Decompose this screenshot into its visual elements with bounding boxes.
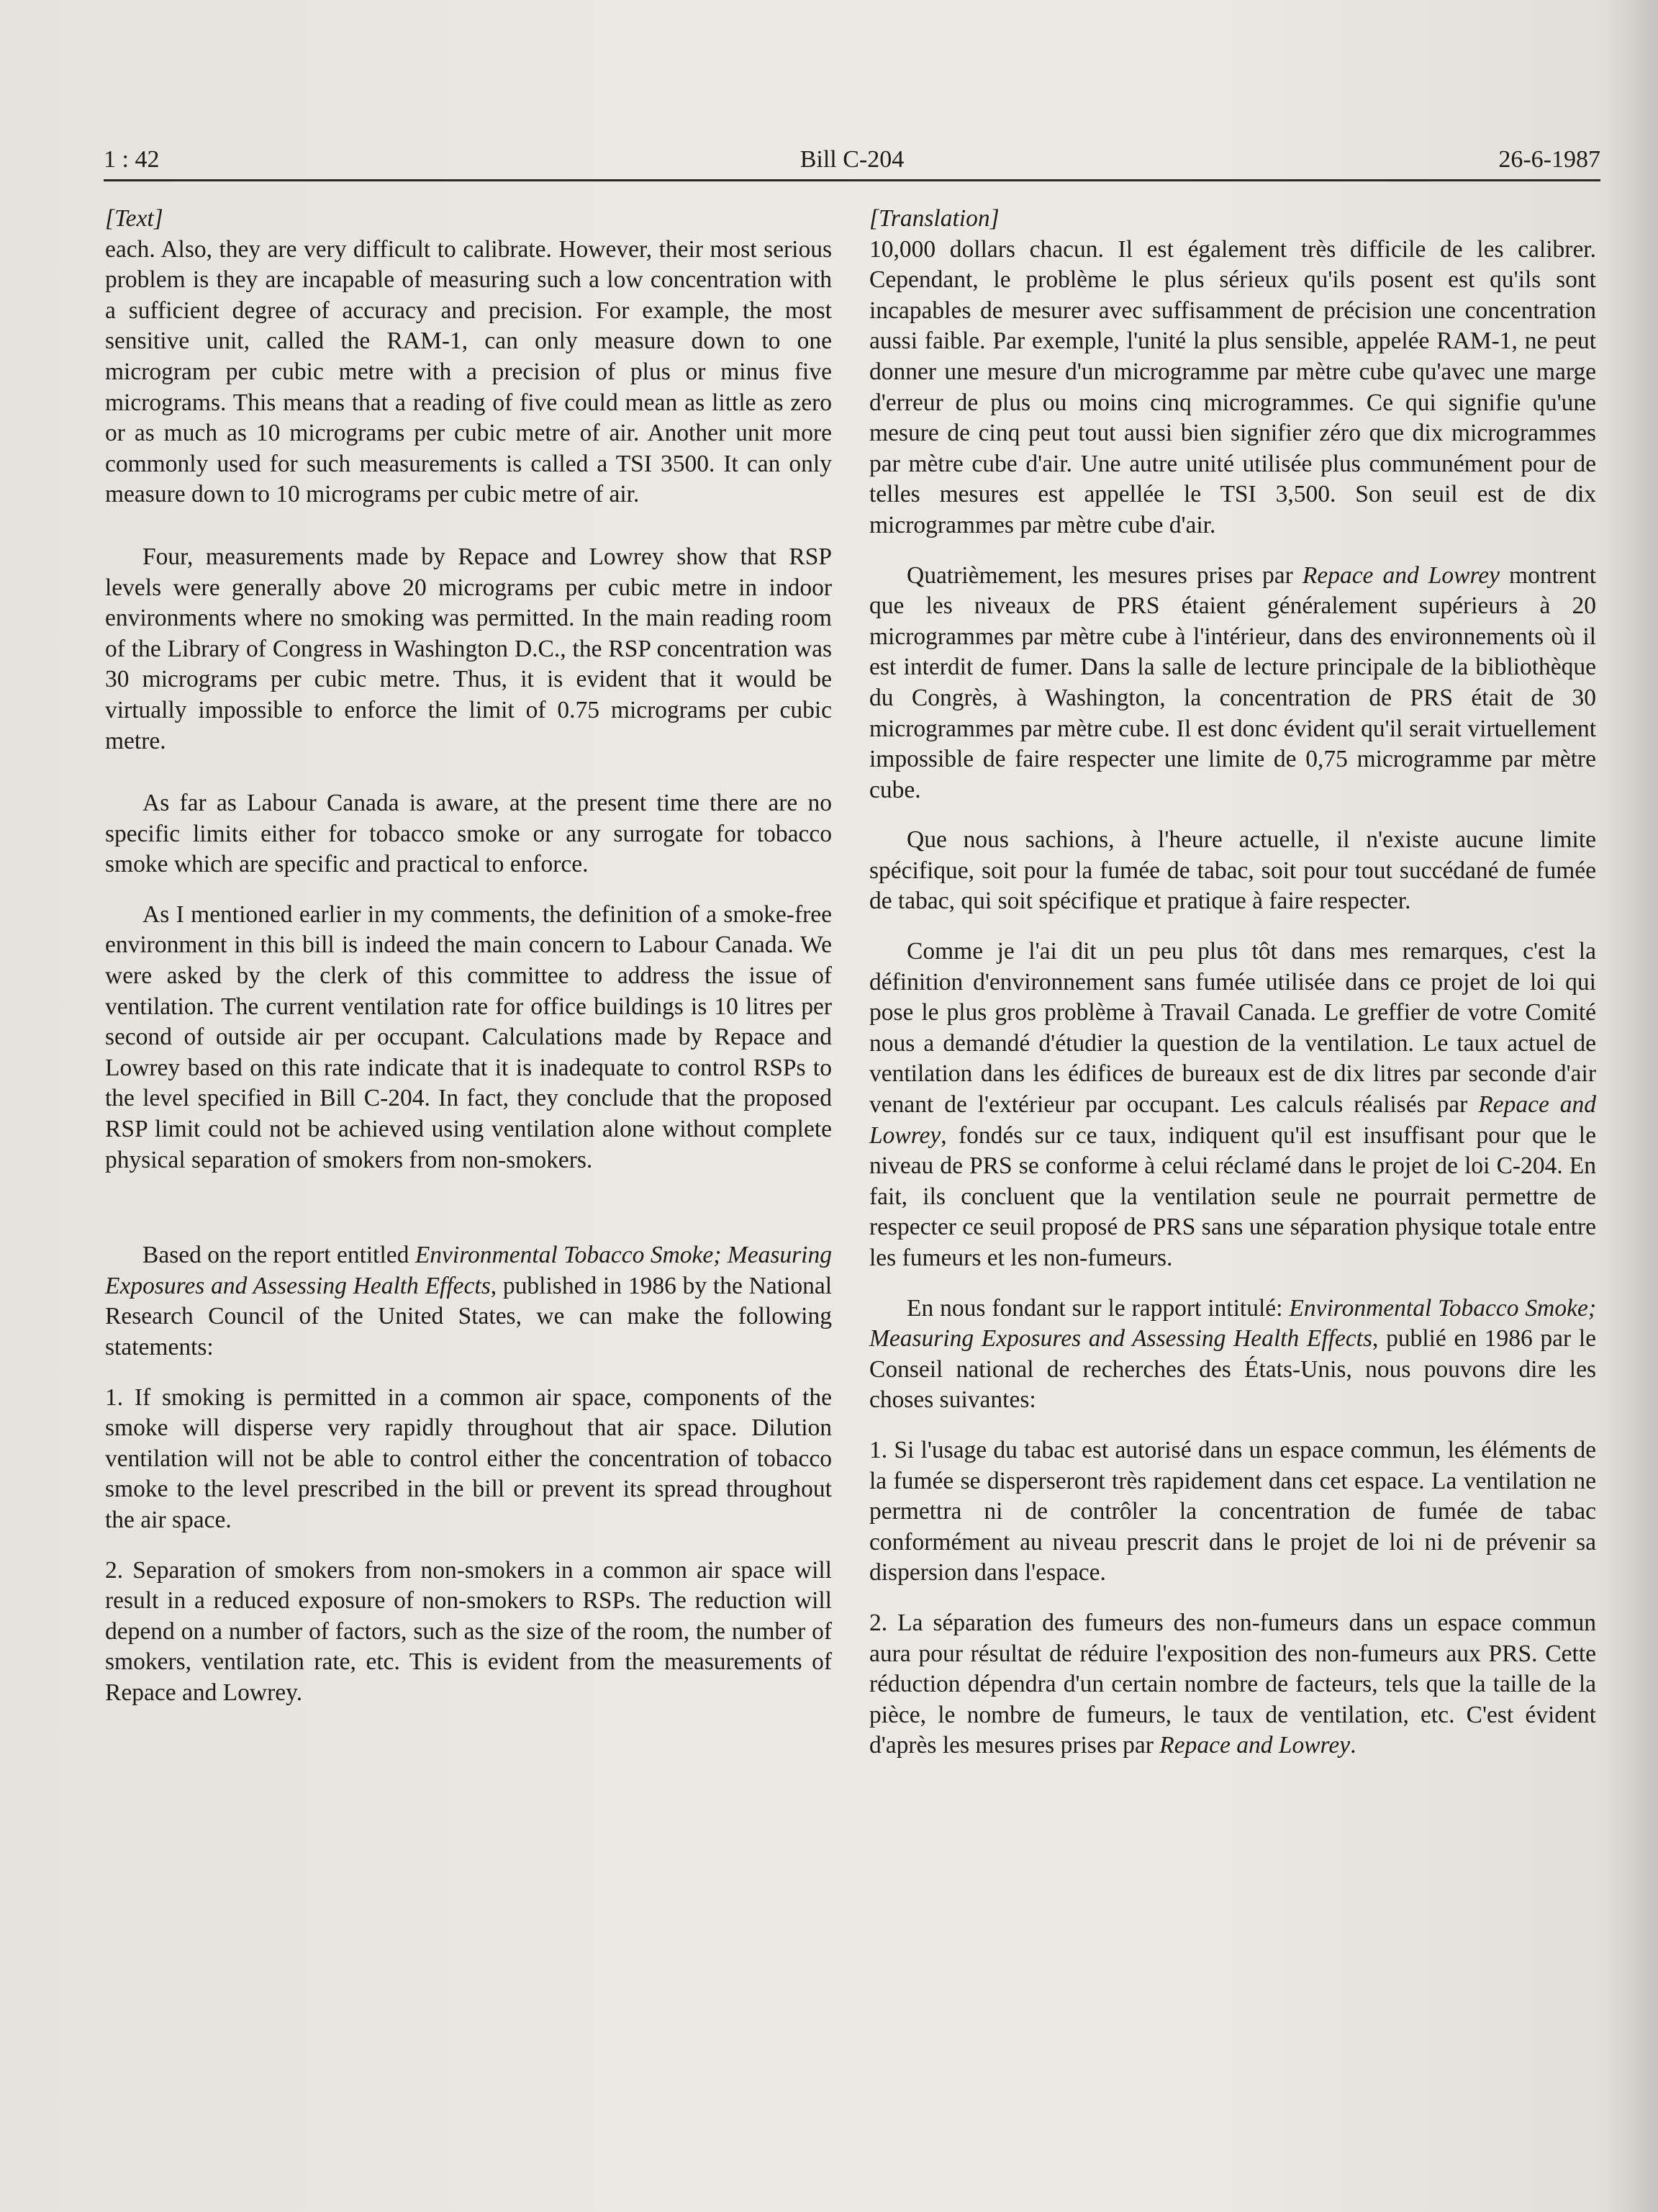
header-rule xyxy=(104,179,1600,181)
paragraph: As I mentioned earlier in my comments, the definition of a smoke-free environment in this bill is indeed the main concern to Labour Canada. We were asked by the clerk of this committee to address the issue of ventilation. The current ventilation rate for office buildings is 10 litres per second of outside air per occupant. Calculations made by Repace and Lowrey based on this rate indicate that it is inadequate to control RSPs to the level specified in Bill C-204. In fact, they conclude that the proposed RSP limit could not be achieved using ventilation alone without complete physical separation of smokers from non-smokers. xyxy=(105,900,832,1173)
paragraph: Four, measurements made by Repace and Lowrey show that RSP levels were generally above 20 micrograms per cubic metre in indoor environments where no smoking was permitted. In the main reading room of the Library of Congress in Washington D.C., the RSP concentration was 30 micrograms per cubic metre. Thus, it is evident that it would be virtually impossible to enforce the limit of 0.75 micrograms per cubic metre. xyxy=(105,543,832,754)
paragraph: Que nous sachions, à l'heure actuelle, il n'existe aucune limite spécifique, soit pour la fumée de tabac, soit pour tout succédané de fumée de tabac, qui soit spécifique et pratique à faire respecter. xyxy=(869,826,1596,915)
english-column xyxy=(105,204,832,1709)
french-column xyxy=(869,204,1596,1761)
running-header xyxy=(104,141,1600,179)
paragraph: As far as Labour Canada is aware, at the present time there are no specific limits either for tobacco smoke or any surrogate for tobacco smoke which are specific and practical to enforce. xyxy=(105,790,832,878)
header-date: 26-6-1987 xyxy=(1498,146,1600,173)
bill-title: Bill C-204 xyxy=(799,146,905,173)
author-names: Repace and Lowrey xyxy=(869,1091,1596,1149)
paragraph: Comme je l'ai dit un peu plus tôt dans mes remarques, c'est la définition d'environnement sans fumée utilisée dans ce projet de loi qui pose le plus gros problème à Travail Canada. Le greffier de votre Comité nous a demandé d'étudier la question de la ventilation. Le taux actuel de ventilation dans les édifices de bureaux est de dix litres par seconde d'air venant de l'extérieur par occupant. Les calculs réalisés par Repace and Lowrey, fondés sur ce taux, indiquent qu'il est insuffisant pour que le niveau de PRS se conforme à celui réclamé dans le projet de loi C-204. En fait, ils concluent que la ventilation seule ne pourrait permettre de respecter ce seuil proposé de PRS sans une séparation physique totale entre les fumeurs et les non-fumeurs. xyxy=(869,938,1596,1271)
paragraph: Based on the report entitled Environmental Tobacco Smoke; Measuring Exposures and Assessing Health Effects, published in 1986 by the National Research Council of the United States, we can make the following statements: xyxy=(105,1242,833,1360)
report-title: Environmental Tobacco Smoke; Measuring Exposures and Assessing Health Effects xyxy=(869,1294,1596,1353)
paragraph: En nous fondant sur le rapport intitulé: Environmental Tobacco Smoke; Measuring Exposures and Assessing Health Effects, publié en 1986 par le Conseil national de recherches des États-Unis, nous pouvons dire les choses suivantes: xyxy=(869,1294,1596,1414)
report-title: Environmental Tobacco Smoke; Measuring Exposures and Assessing Health Effects xyxy=(105,1242,832,1299)
list-item: 2. La séparation des fumeurs des non-fumeurs dans un espace commun aura pour résultat de réduire l'exposition des non-fumeurs aux PRS. Cette réduction dépendra d'un certain nombre de facteurs, tels que la taille de la pièce, le nombre de fumeurs, le taux de ventilation, etc. C'est évident d'après les mesures prises par Repace and Lowrey. xyxy=(869,1609,1596,1759)
column-tag: [Text] xyxy=(105,205,163,232)
page-number: 1 : 42 xyxy=(104,146,160,173)
page-edge-shadow xyxy=(1608,0,1658,2212)
column-tag: [Translation] xyxy=(869,205,1000,232)
list-item: 1. If smoking is permitted in a common air space, components of the smoke will disperse very rapidly throughout that air space. Dilution ventilation will not be able to control either the concentration of tobacco smoke to the level prescribed in the bill or prevent its spread throughout the air space. xyxy=(105,1383,832,1533)
author-names: Repace and Lowrey xyxy=(1302,561,1500,589)
list-item: 2. Separation of smokers from non-smokers in a common air space will result in a reduced exposure of non-smokers to RSPs. The reduction will depend on a number of factors, such as the size of the room, the number of smokers, ventilation rate, etc. This is evident from the measurements of Repace and Lowrey. xyxy=(105,1556,832,1706)
author-names: Repace and Lowrey xyxy=(1159,1732,1351,1759)
paragraph: Quatrièmement, les mesures prises par Repace and Lowrey montrent que les niveaux de PRS étaient généralement supérieurs à 20 microgrammes par mètre cube à l'intérieur, dans des environnements où il est interdit de fumer. Dans la salle de lecture principale de la bibliothèque du Congrès, à Washington, la concentration de PRS était de 30 microgrammes par mètre cube. Il est donc évident qu'il serait virtuellement impossible de faire respecter une limite de 0,75 microgramme par mètre cube. xyxy=(869,561,1597,803)
paragraph: each. Also, they are very difficult to calibrate. However, their most serious problem is they are incapable of measuring such a low concentration with a sufficient degree of accuracy and precision. For example, the most sensitive unit, called the RAM-1, can only measure down to one microgram per cubic metre with a precision of plus or minus five micrograms. This means that a reading of five could mean as little as zero or as much as 10 micrograms per cubic metre of air. Another unit more commonly used for such measurements is called a TSI 3500. It can only measure down to 10 micrograms per cubic metre of air. xyxy=(105,235,832,508)
paragraph: 10,000 dollars chacun. Il est également très difficile de les calibrer. Cependant, le problème le plus sérieux qu'ils posent est qu'ils sont incapables de mesurer avec suffisamment de précision une concentration aussi faible. Par exemple, l'unité la plus sensible, appelée RAM-1, ne peut donner une mesure d'un microgramme par mètre cube qu'avec une marge d'erreur de plus ou moins cinq microgrammes. Ce qui signifie qu'une mesure de cinq peut tout aussi bien signifier zéro que dix microgrammes par mètre cube d'air. Une autre unité utilisée plus communément pour de telles mesures est appellée le TSI 3,500. Son seuil est de dix microgrammes par mètre cube d'air. xyxy=(869,235,1596,538)
list-item: 1. Si l'usage du tabac est autorisé dans un espace commun, les éléments de la fumée se disperseront très rapidement dans cet espace. La ventilation ne permettra ni de contrôler la concentration de fumée de tabac conformément au niveau prescrit dans le projet de loi ni de prévenir sa dispersion dans l'espace. xyxy=(869,1436,1596,1586)
